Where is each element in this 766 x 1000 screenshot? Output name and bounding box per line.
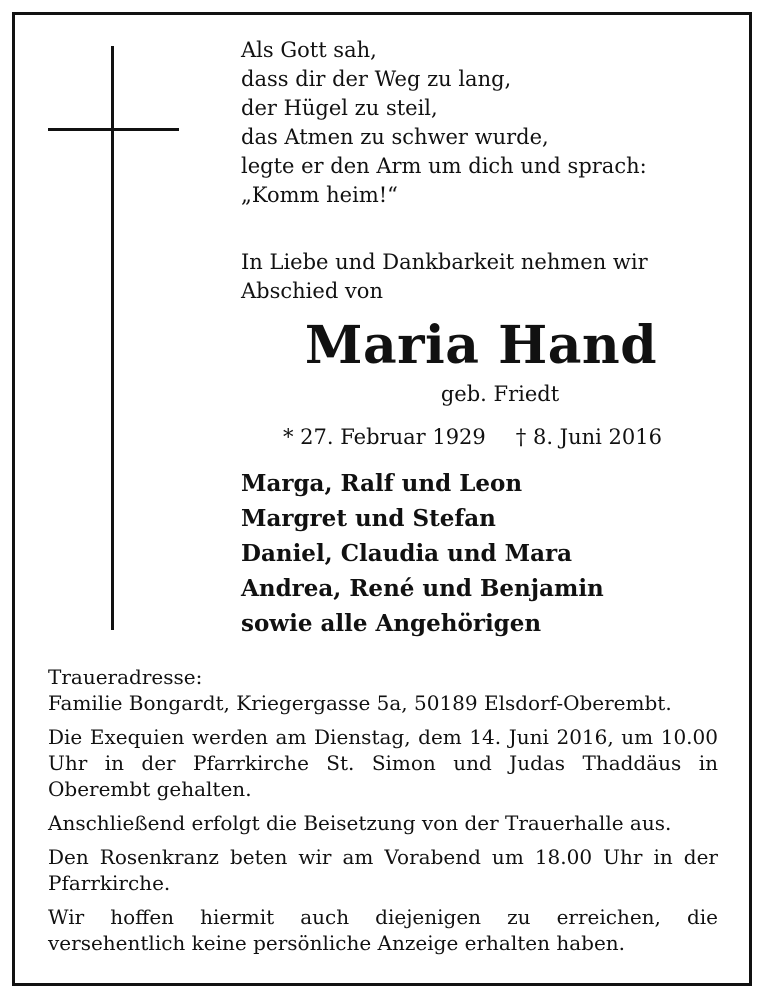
survivor-line: sowie alle Angehörigen [241, 610, 542, 637]
poem-line: das Atmen zu schwer wurde, [241, 125, 549, 149]
intro-line: Abschied von [241, 279, 383, 303]
burial-text: Anschließend erfolgt die Beisetzung von der Trauerhalle aus. [48, 811, 672, 835]
poem-line: legte er den Arm um dich und sprach: [241, 154, 647, 178]
survivors-list [241, 466, 604, 641]
address-text: Familie Bongardt, Kriegergasse 5a, 50189 Elsdorf-Oberembt. [48, 691, 672, 715]
survivor-line: Marga, Ralf und Leon [241, 470, 523, 497]
cross-horizontal-bar [48, 128, 179, 131]
birth-name: geb. Friedt [440, 382, 560, 406]
notice-text: Wir hoffen hiermit auch diejenigen zu erreichen, die versehentlich keine persönliche Anzeige erhalten haben. [48, 905, 718, 955]
survivor-line: Daniel, Claudia und Mara [241, 540, 573, 567]
poem-line: der Hügel zu steil, [241, 96, 438, 120]
birth-date: * 27. Februar 1929 [283, 425, 486, 449]
poem-line: dass dir der Weg zu lang, [241, 67, 512, 91]
death-date: † 8. Juni 2016 [515, 425, 662, 449]
cross-vertical-bar [111, 46, 114, 630]
poem-line: „Komm heim!“ [241, 183, 398, 207]
poem-line: Als Gott sah, [241, 38, 377, 62]
life-dates [283, 422, 662, 452]
footer-info [48, 664, 718, 964]
rosary-text: Den Rosenkranz beten wir am Vorabend um 18.00 Uhr in der Pfarrkirche. [48, 845, 718, 895]
survivor-line: Margret und Stefan [241, 505, 496, 532]
address-block [48, 664, 718, 716]
address-label: Traueradresse: [48, 665, 203, 689]
exequien-text: Die Exequien werden am Dienstag, dem 14. Juni 2016, um 10.00 Uhr in der Pfarrkirche St. Simon und Judas Thaddäus in Oberembt gehalten. [48, 725, 718, 801]
intro-text [241, 248, 648, 306]
survivor-line: Andrea, René und Benjamin [241, 575, 604, 602]
deceased-name: Maria Hand [304, 315, 658, 376]
poem [241, 36, 647, 210]
intro-line: In Liebe und Dankbarkeit nehmen wir [241, 250, 648, 274]
